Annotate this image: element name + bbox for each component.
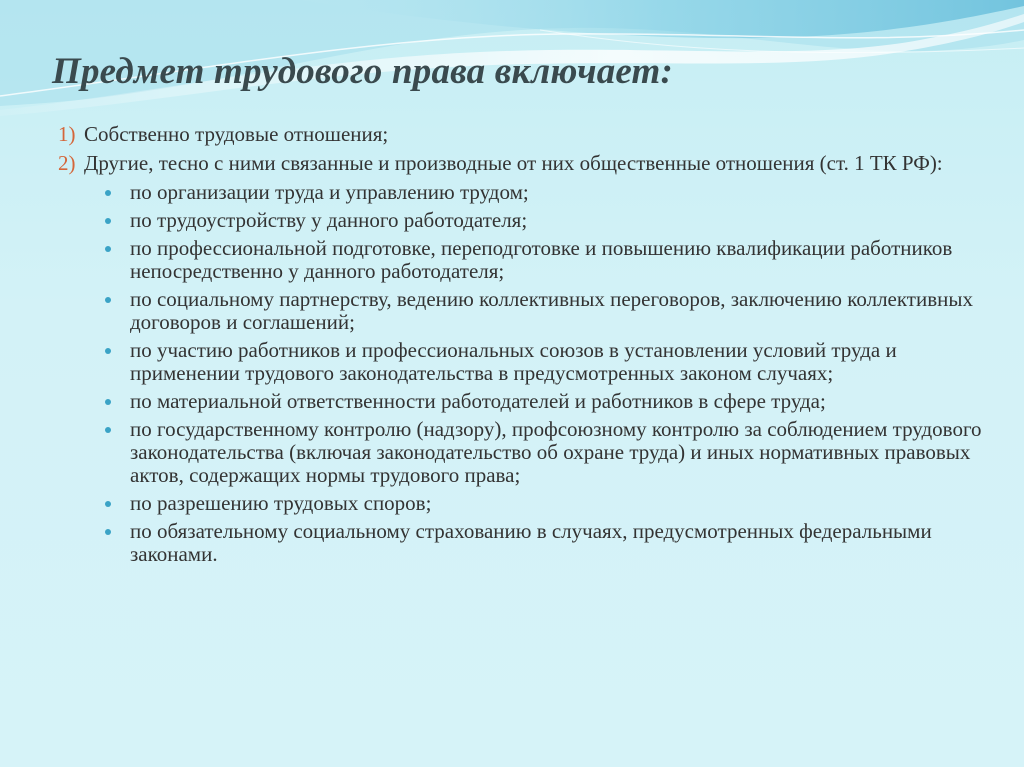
- slide-content: [58, 122, 988, 571]
- bullet-icon: [105, 427, 111, 433]
- bullet-text: по профессиональной подготовке, переподготовке и повышению квалификации работников непосредственно у данного работодателя;: [130, 236, 953, 283]
- bullet-icon: [105, 218, 111, 224]
- bullet-item: [58, 390, 988, 413]
- bullet-text: по разрешению трудовых споров;: [130, 491, 432, 515]
- bullet-list: [58, 181, 988, 566]
- bullet-icon: [105, 501, 111, 507]
- slide-title: Предмет трудового права включает:: [52, 51, 674, 92]
- bullet-text: по социальному партнерству, ведению коллективных переговоров, заключению коллективных договоров и соглашений;: [130, 287, 973, 334]
- bullet-item: [58, 492, 988, 515]
- bullet-icon: [105, 246, 111, 252]
- bullet-text: по обязательному социальному страхованию в случаях, предусмотренных федеральными законами.: [130, 519, 932, 566]
- item-text: Другие, тесно с ними связанные и производные от них общественные отношения (ст. 1 ТК РФ):: [84, 151, 943, 175]
- bullet-text: по материальной ответственности работодателей и работников в сфере труда;: [130, 389, 826, 413]
- bullet-icon: [105, 399, 111, 405]
- bullet-icon: [105, 297, 111, 303]
- bullet-item: [58, 181, 988, 204]
- bullet-text: по участию работников и профессиональных союзов в установлении условий труда и применении трудового законодательства в предусмотренных законом случаях;: [130, 338, 897, 385]
- bullet-icon: [105, 529, 111, 535]
- item-number: 2): [58, 151, 76, 175]
- bullet-icon: [105, 190, 111, 196]
- numbered-item: [58, 122, 988, 146]
- bullet-item: [58, 288, 988, 334]
- bullet-item: [58, 339, 988, 385]
- numbered-item: [58, 151, 988, 175]
- bullet-text: по государственному контролю (надзору), профсоюзному контролю за соблюдением трудового законодательства (включая законодательство об охране труда) и иных нормативных правовых актов, содержащих нормы трудового права;: [130, 417, 982, 487]
- bullet-text: по организации труда и управлению трудом;: [130, 180, 529, 204]
- bullet-item: [58, 418, 988, 487]
- item-number: 1): [58, 122, 76, 146]
- item-text: Собственно трудовые отношения;: [84, 122, 389, 146]
- bullet-item: [58, 237, 988, 283]
- bullet-text: по трудоустройству у данного работодателя;: [130, 208, 528, 232]
- bullet-icon: [105, 348, 111, 354]
- bullet-item: [58, 520, 988, 566]
- bullet-item: [58, 209, 988, 232]
